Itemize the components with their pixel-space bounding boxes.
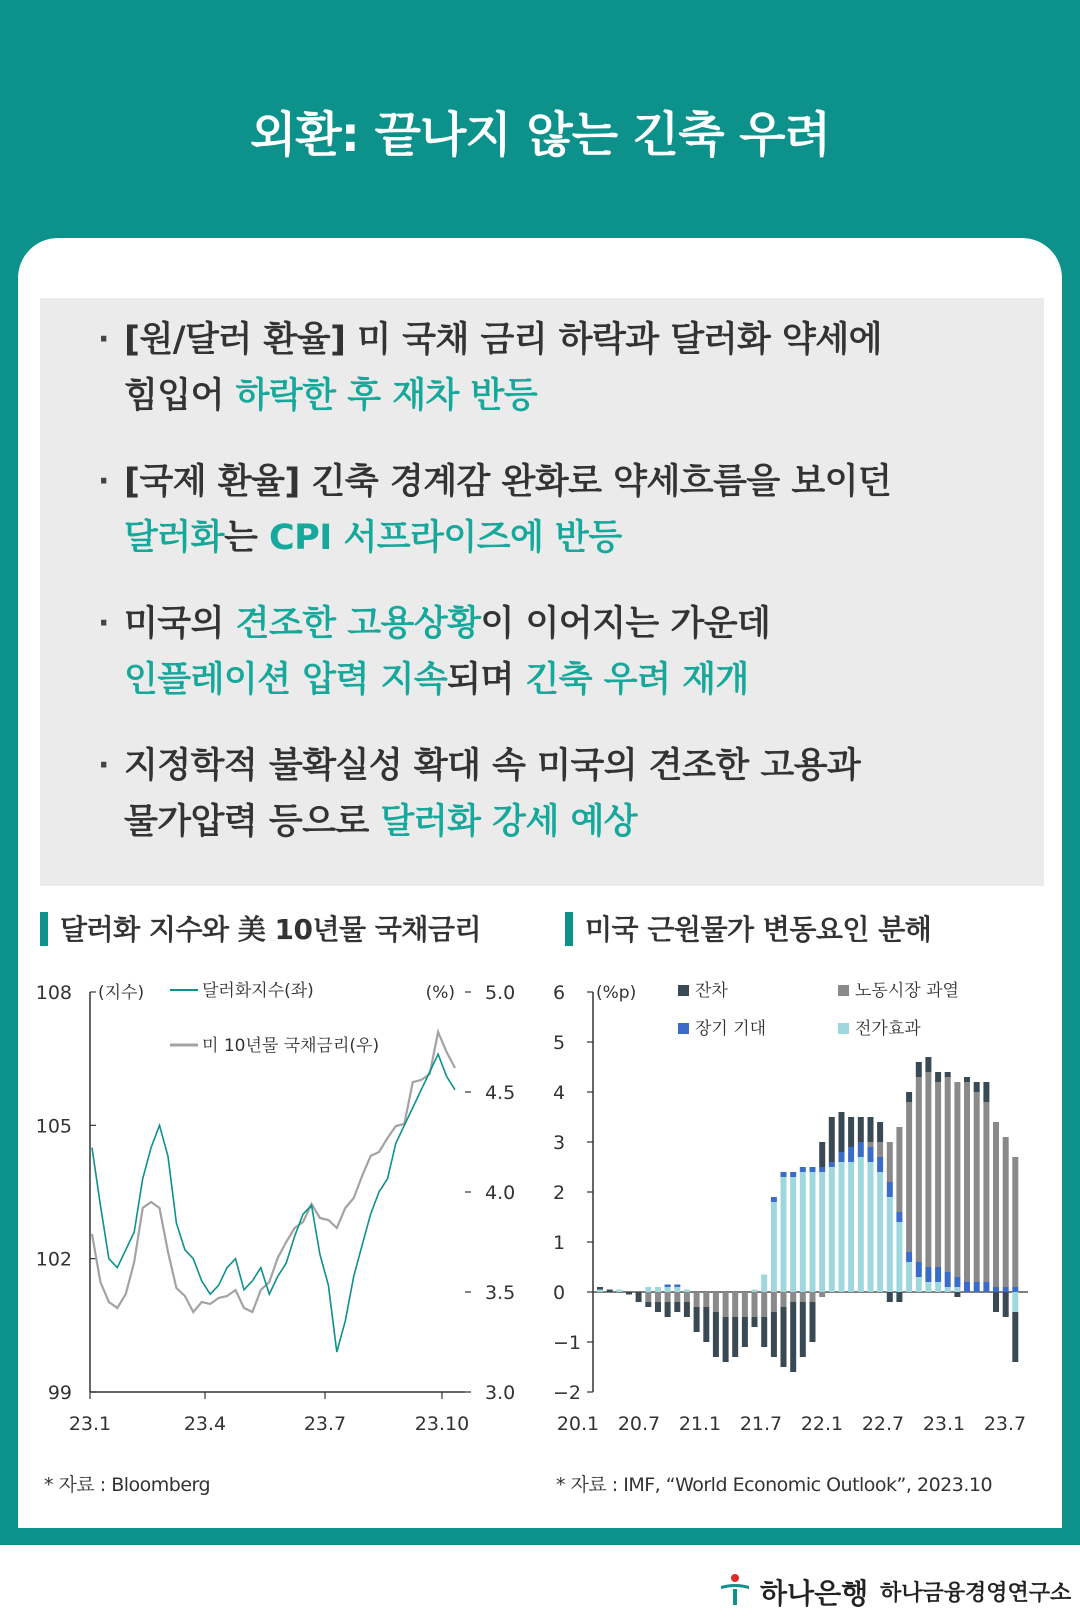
x-tick-label: 23.4 [183, 1413, 227, 1435]
summary-box [40, 298, 1044, 886]
bar-segment [790, 1302, 796, 1372]
bar-segment [887, 1292, 893, 1302]
x-tick-label: 22.7 [861, 1413, 905, 1435]
bar-segment [935, 1267, 941, 1282]
footer-institute-name: 하나금융경영연구소 [880, 1581, 1072, 1606]
bar-segment [665, 1287, 671, 1292]
y-tick-label: 2 [553, 1182, 566, 1204]
bullet-3 [98, 596, 1018, 708]
bar-segment [925, 1282, 931, 1292]
chart-1-line [30, 975, 540, 1455]
bar-segment [925, 1267, 931, 1282]
bar-segment [896, 1127, 902, 1212]
chart-1-title-bar [40, 912, 48, 946]
bar-segment [790, 1172, 796, 1177]
bar-segment [819, 1172, 825, 1292]
left-tick-label: 108 [35, 982, 72, 1004]
bar-segment [781, 1172, 787, 1177]
y-tick-label: −2 [553, 1382, 582, 1404]
bar-segment [1012, 1287, 1018, 1292]
bullet-dot: · [98, 464, 109, 499]
bar-segment [684, 1292, 690, 1302]
left-tick-label: 105 [35, 1115, 72, 1138]
bar-segment [732, 1292, 738, 1317]
bar-segment [674, 1292, 680, 1302]
bullet-2 [98, 454, 1018, 566]
bar-segment [974, 1092, 980, 1282]
x-tick-label: 20.1 [556, 1413, 600, 1435]
bar-segment [790, 1292, 796, 1302]
bar-segment [877, 1122, 883, 1142]
bar-segment [655, 1287, 661, 1292]
bar-segment [935, 1082, 941, 1267]
chart-1-title: 달러화 지수와 美 10년물 국채금리 [60, 913, 482, 946]
bar-segment [887, 1182, 893, 1197]
bar-segment [761, 1317, 767, 1347]
bar-segment [761, 1275, 767, 1293]
bar-segment [896, 1212, 902, 1222]
x-tick-label: 23.1 [68, 1413, 112, 1435]
x-tick-label: 23.7 [983, 1413, 1027, 1435]
series-line-dollar-index [92, 1054, 455, 1352]
page-title: 외환: 끝나지 않는 긴축 우려 [249, 107, 831, 163]
x-tick-label: 23.7 [303, 1413, 347, 1435]
bullet-2-highlight-a: 달러화 [124, 518, 224, 558]
legend-swatch [678, 985, 689, 996]
bar-segment [810, 1167, 816, 1172]
bar-segment [887, 1197, 893, 1292]
bar-segment [993, 1292, 999, 1312]
legend-label: 노동시장 과열 [855, 981, 959, 1001]
bar-segment [752, 1317, 758, 1327]
bar-segment [810, 1172, 816, 1292]
bar-segment [935, 1282, 941, 1292]
bar-segment [1012, 1312, 1018, 1362]
bar-segment [896, 1222, 902, 1292]
bar-segment [771, 1197, 777, 1202]
bar-segment [713, 1312, 719, 1357]
footer-bank-name: 하나은행 [760, 1577, 869, 1610]
y-tick-label: 0 [553, 1282, 566, 1304]
bullet-dot: · [98, 322, 109, 357]
x-tick-label: 21.7 [739, 1413, 783, 1435]
bar-segment [781, 1177, 787, 1292]
bar-segment [752, 1290, 758, 1293]
bar-segment [771, 1312, 777, 1357]
bar-segment [906, 1262, 912, 1292]
bar-segment [964, 1282, 970, 1292]
bar-segment [684, 1302, 690, 1317]
bar-segment [1003, 1287, 1009, 1292]
bar-segment [732, 1317, 738, 1357]
bar-segment [848, 1147, 854, 1162]
y-tick-label: 5 [553, 1032, 566, 1054]
bar-segment [906, 1102, 912, 1252]
bar-segment [781, 1307, 787, 1367]
bar-segment [848, 1117, 854, 1147]
bullet-dot: · [98, 748, 109, 783]
bar-segment [945, 1077, 951, 1272]
bar-segment [819, 1167, 825, 1172]
bar-segment [964, 1082, 970, 1282]
bar-segment [800, 1167, 806, 1172]
bullet-dot: · [98, 606, 109, 641]
y-tick-label: 3 [553, 1132, 566, 1154]
bar-segment [954, 1292, 960, 1297]
bar-segment [954, 1082, 960, 1277]
bar-segment [829, 1167, 835, 1292]
bar-segment [877, 1172, 883, 1292]
bar-segment [665, 1285, 671, 1288]
bullet-3-line-1c: 이 이어지는 가운데 [480, 604, 771, 644]
bar-segment [742, 1292, 748, 1317]
bar-segment [877, 1142, 883, 1157]
bullet-4-line-1: 지정학적 불확실성 확대 속 미국의 견조한 고용과 [124, 746, 861, 786]
bullet-2-highlight-b: CPI 서프라이즈에 반등 [268, 518, 622, 558]
bar-segment [839, 1152, 845, 1162]
bullet-4-line-2a: 물가압력 등으로 [124, 802, 381, 842]
bar-segment [665, 1292, 671, 1302]
bar-segment [868, 1117, 874, 1142]
bar-segment [713, 1292, 719, 1312]
bar-segment [1003, 1137, 1009, 1287]
bar-segment [771, 1292, 777, 1312]
bullet-3-line-1a: 미국의 [124, 604, 236, 644]
chart-2-title: 미국 근원물가 변동요인 분해 [585, 913, 932, 946]
bar-segment [723, 1317, 729, 1362]
bar-segment [945, 1072, 951, 1077]
bar-segment [839, 1112, 845, 1152]
bar-segment [925, 1057, 931, 1072]
left-tick-label: 99 [47, 1382, 72, 1404]
bar-segment [868, 1147, 874, 1162]
bar-segment [829, 1162, 835, 1167]
bar-segment [916, 1062, 922, 1077]
bar-segment [906, 1252, 912, 1262]
bar-segment [1003, 1292, 1009, 1317]
bullet-1-line-1: [원/달러 환율] 미 국채 금리 하락과 달러화 약세에 [124, 320, 882, 360]
bar-segment [597, 1287, 603, 1290]
bar-segment [887, 1142, 893, 1182]
bar-segment [954, 1287, 960, 1292]
bar-segment [771, 1202, 777, 1292]
bar-segment [703, 1292, 709, 1307]
x-tick-label: 22.1 [800, 1413, 844, 1435]
legend-label-us-10y-yield: 미 10년물 국채금리(우) [202, 1036, 380, 1056]
bar-segment [974, 1282, 980, 1292]
bullet-1-line-2a: 힘입어 [124, 376, 236, 416]
bar-segment [935, 1072, 941, 1082]
bullet-1-highlight: 하락한 후 재차 반등 [235, 376, 538, 416]
bullet-4 [98, 738, 1018, 850]
bar-segment [868, 1162, 874, 1292]
bar-segment [597, 1290, 603, 1293]
bullet-3-highlight-b: 인플레이션 압력 지속 [124, 660, 448, 700]
bar-segment [655, 1302, 661, 1312]
y-tick-label: 6 [553, 982, 566, 1004]
chart-2-title-bar [565, 912, 573, 946]
y-tick-label: 4 [553, 1082, 566, 1104]
bar-segment [877, 1157, 883, 1172]
bar-segment [703, 1307, 709, 1342]
bar-segment [790, 1177, 796, 1292]
bar-segment [674, 1302, 680, 1312]
bar-segment [674, 1287, 680, 1292]
bar-segment [945, 1287, 951, 1292]
bar-segment [607, 1290, 613, 1293]
bar-segment [839, 1162, 845, 1292]
legend-label-dollar-index: 달러화지수(좌) [202, 981, 314, 1001]
right-tick-label: 5.0 [485, 982, 516, 1004]
bar-segment [868, 1142, 874, 1147]
bar-segment [819, 1142, 825, 1167]
bar-segment [848, 1162, 854, 1292]
hana-logo-icon [718, 1572, 752, 1606]
bar-segment [819, 1292, 825, 1297]
bullet-4-highlight: 달러화 강세 예상 [380, 802, 638, 842]
bar-segment [954, 1277, 960, 1287]
bar-segment [993, 1287, 999, 1292]
left-tick-label: 102 [35, 1248, 72, 1271]
bar-segment [858, 1142, 864, 1157]
bullet-2-line-1: [국제 환율] 긴축 경계감 완화로 약세흐름을 보이던 [124, 462, 892, 502]
bar-segment [636, 1292, 642, 1302]
bar-segment [684, 1290, 690, 1293]
x-tick-label: 21.1 [678, 1413, 722, 1435]
bar-segment [983, 1102, 989, 1282]
bullet-3-highlight-c: 긴축 우려 재개 [525, 660, 749, 700]
bar-segment [964, 1077, 970, 1082]
bar-segment [858, 1117, 864, 1142]
right-tick-label: 4.0 [485, 1182, 516, 1204]
bar-segment [674, 1285, 680, 1288]
bar-segment [916, 1262, 922, 1277]
y-tick-label: −1 [553, 1332, 582, 1354]
bar-segment [974, 1082, 980, 1092]
bar-segment [810, 1302, 816, 1342]
bar-segment [896, 1292, 902, 1302]
bar-segment [906, 1092, 912, 1102]
bar-segment [626, 1292, 632, 1295]
bar-segment [1012, 1292, 1018, 1312]
bar-segment [829, 1117, 835, 1162]
bar-segment [694, 1307, 700, 1332]
legend-swatch [838, 985, 849, 996]
chart-1-source: * 자료 : Bloomberg [44, 1474, 211, 1496]
x-tick-label: 23.10 [414, 1413, 470, 1435]
legend-swatch [678, 1023, 689, 1034]
bullet-3-highlight-a: 견조한 고용상황 [235, 604, 481, 644]
bar-segment [1012, 1157, 1018, 1287]
legend-label: 잔차 [695, 981, 728, 1001]
chart-2-stacked-bar [548, 975, 1048, 1455]
bar-segment [983, 1082, 989, 1102]
bar-segment [694, 1292, 700, 1307]
right-tick-label: 4.5 [485, 1082, 516, 1104]
bar-segment [781, 1292, 787, 1307]
right-tick-label: 3.0 [485, 1382, 516, 1404]
bar-segment [616, 1290, 622, 1293]
bar-segment [761, 1292, 767, 1317]
bar-segment [916, 1077, 922, 1262]
chart-2-source: * 자료 : IMF, “World Economic Outlook”, 2023.10 [556, 1474, 993, 1496]
bar-segment [800, 1172, 806, 1292]
bar-segment [858, 1157, 864, 1292]
bar-segment [752, 1292, 758, 1317]
bar-segment [645, 1287, 651, 1292]
x-tick-label: 23.1 [922, 1413, 966, 1435]
legend-label: 장기 기대 [695, 1019, 767, 1039]
bar-segment [742, 1317, 748, 1347]
x-tick-label: 20.7 [617, 1413, 661, 1435]
bullet-3-line-2b: 되며 [447, 660, 526, 700]
bar-segment [945, 1272, 951, 1287]
bar-segment [723, 1292, 729, 1317]
bar-segment [645, 1302, 651, 1307]
bar-segment [645, 1292, 651, 1302]
legend-label: 전가효과 [855, 1019, 921, 1039]
bar-segment [810, 1292, 816, 1302]
bar-segment [916, 1277, 922, 1292]
bar-segment [983, 1282, 989, 1292]
bar-segment [655, 1292, 661, 1302]
unit-label: (%p) [596, 983, 637, 1003]
bar-segment [800, 1302, 806, 1357]
bar-segment [993, 1122, 999, 1287]
bar-segment [665, 1302, 671, 1317]
bullet-2-line-2b: 는 [223, 518, 269, 558]
bar-segment [800, 1292, 806, 1302]
bullet-1 [98, 312, 1018, 424]
legend-swatch [838, 1023, 849, 1034]
bar-segment [925, 1072, 931, 1267]
y-tick-label: 1 [553, 1232, 566, 1254]
series-line-us-10y-yield [92, 1032, 455, 1312]
left-unit-label: (지수) [98, 983, 145, 1003]
right-unit-label: (%) [425, 983, 455, 1003]
right-tick-label: 3.5 [485, 1282, 516, 1304]
